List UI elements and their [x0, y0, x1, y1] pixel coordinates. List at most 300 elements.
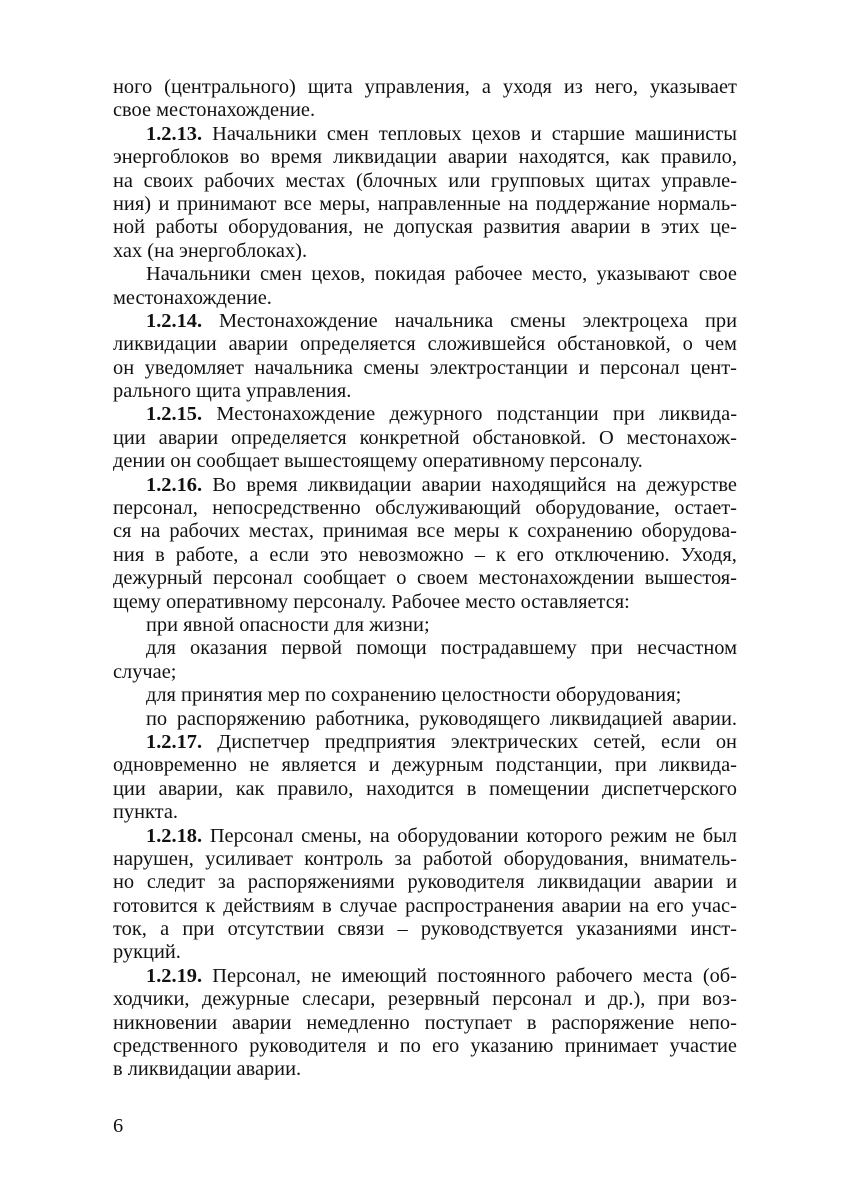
word: оборудова- [641, 520, 737, 543]
text-line [113, 240, 737, 263]
word: – [474, 543, 485, 566]
word: поступает [424, 1011, 513, 1034]
clause-number: 1.2.17. [146, 730, 203, 753]
word: оставляется: [520, 590, 630, 613]
word: предприятия [324, 730, 436, 753]
word: свое [698, 263, 737, 286]
word: смены [510, 309, 566, 332]
word: уведомляет [144, 356, 244, 379]
word: пострадавшему [440, 637, 577, 660]
word: имеющий [341, 964, 427, 987]
word: тепловых [378, 122, 462, 145]
word: и [158, 192, 170, 215]
word: время [270, 146, 322, 169]
text-line [113, 263, 737, 286]
word: в [466, 777, 477, 800]
word: в [322, 894, 332, 917]
text-line [113, 333, 737, 356]
word: ликвидации [307, 473, 412, 496]
word: и [377, 1035, 389, 1058]
word: старшие [551, 122, 625, 145]
word: контроль [304, 847, 384, 870]
word: меры [453, 520, 500, 543]
word: по [304, 684, 332, 707]
word: работе, [175, 543, 239, 566]
word: для [146, 637, 176, 660]
word: покидая [374, 263, 446, 286]
word: принимает [564, 1035, 659, 1058]
word: дежурный [113, 567, 203, 590]
word: отсутствии [227, 918, 325, 941]
word: местонахождение. [113, 286, 272, 309]
text-line [113, 520, 737, 543]
word: Местонахождение [216, 403, 376, 426]
word: время [246, 473, 298, 496]
text-line [113, 123, 737, 146]
word: аварии. [672, 707, 737, 730]
clause-number: 1.2.18. [146, 824, 203, 847]
word: связи [337, 918, 385, 941]
text-line [113, 1012, 737, 1035]
word: мер [267, 684, 305, 707]
word: Во [212, 473, 237, 496]
word: смены [363, 356, 420, 379]
word: при [704, 309, 737, 332]
word: определяется [230, 426, 347, 449]
text-line [113, 848, 737, 871]
word: рабочего [555, 964, 633, 987]
word: усиливает [205, 847, 293, 870]
word: место, [531, 263, 588, 286]
word: правило, [660, 146, 737, 169]
word: местонахождение. [156, 99, 316, 122]
word: является [281, 754, 357, 777]
word: сообщает [303, 567, 386, 590]
word: не [363, 216, 384, 239]
word: аварии [561, 894, 622, 917]
word: начальника [254, 356, 353, 379]
word: аварии [570, 216, 631, 239]
word: смен [326, 122, 369, 145]
word: непосредственно [212, 497, 361, 520]
word: жизни; [369, 613, 430, 636]
word: принимают [176, 192, 277, 215]
text-line [113, 450, 737, 473]
word: средственного [113, 1035, 238, 1058]
word: Местонахождение [218, 309, 378, 332]
text-line [113, 614, 737, 637]
word: др.), [607, 988, 646, 1011]
word: из [563, 76, 583, 98]
word: учас- [691, 894, 737, 917]
word: сетей, [593, 730, 646, 753]
word: Диспетчер [217, 730, 310, 753]
word: непо- [689, 1011, 737, 1034]
word: он [113, 356, 135, 379]
word: щитах [595, 169, 651, 192]
word: ликвидацией [549, 707, 663, 730]
word: не [249, 754, 270, 777]
word: случае; [113, 660, 177, 683]
word: направленные [377, 192, 501, 215]
word: Начальники [146, 263, 251, 286]
word: указывают [596, 263, 690, 286]
text-line [113, 637, 737, 660]
word: ликвидации [537, 871, 642, 894]
word: участие [669, 1035, 737, 1058]
text-line [113, 895, 737, 918]
text-line [113, 474, 737, 497]
word: управле- [661, 169, 737, 192]
word: ликвидации [113, 333, 217, 356]
word: не [675, 824, 695, 847]
clause-number: 1.2.13. [146, 122, 203, 145]
word: аварии [447, 146, 508, 169]
word: аварии [421, 473, 482, 496]
word: отключению. [554, 543, 670, 566]
word: щему [113, 590, 166, 613]
text-line [113, 287, 737, 310]
word: находящийся [491, 473, 607, 496]
text-line [113, 357, 737, 380]
word: ния [113, 543, 145, 566]
word: О [599, 426, 614, 449]
word: своих [143, 169, 194, 192]
word: но [113, 871, 135, 894]
word: дежурного [389, 403, 483, 426]
word: аварии, [158, 777, 224, 800]
word: по [146, 707, 168, 730]
text-line [113, 988, 737, 1011]
word: место [465, 590, 521, 613]
word: в [155, 543, 165, 566]
text-line [113, 497, 737, 520]
word: ликвида- [659, 754, 737, 777]
word: принимая [322, 520, 408, 543]
word: аварии [228, 333, 289, 356]
word: во [240, 146, 260, 169]
word: своем [417, 567, 468, 590]
text-line [113, 708, 737, 731]
word: в [526, 1011, 537, 1034]
word: меры, [319, 192, 371, 215]
text-line [113, 825, 737, 848]
word: рабочих [204, 169, 275, 192]
word: принятия [181, 684, 268, 707]
word: руководящего [419, 707, 541, 730]
word: групповых [490, 169, 585, 192]
word: ся [113, 520, 132, 543]
word: цехов [471, 122, 521, 145]
word: немедленно [306, 1011, 410, 1034]
word: находится [366, 777, 454, 800]
word: этих [660, 216, 700, 239]
word: был [702, 824, 737, 847]
text-line [113, 871, 737, 894]
clause-number: 1.2.15. [146, 403, 203, 426]
word: оборудование, [535, 497, 660, 520]
word: на [508, 192, 529, 215]
word: свое [113, 99, 157, 122]
word: персонал [212, 567, 293, 590]
word: по [399, 1035, 421, 1058]
word: действиям [223, 894, 315, 917]
word: при [182, 918, 215, 941]
word: нормаль- [657, 192, 737, 215]
word: (центрального) [164, 76, 296, 98]
word: места [642, 964, 693, 987]
word: на [628, 894, 649, 917]
word: пункта. [113, 801, 178, 824]
word: аварии [158, 426, 219, 449]
word: допуская [394, 216, 473, 239]
word: аварии. [236, 1058, 302, 1081]
word: конкретной [359, 426, 460, 449]
word: развития [483, 216, 561, 239]
word: аварии [232, 1011, 292, 1034]
word: он [715, 730, 737, 753]
word: помощи [356, 637, 427, 660]
word: (блочных [356, 169, 438, 192]
word: рального [113, 380, 197, 403]
word: Начальники [212, 122, 317, 145]
word: все [416, 520, 445, 543]
word: работой [422, 847, 493, 870]
word: в [640, 216, 651, 239]
word: обслуживающий [375, 497, 521, 520]
word: оказания [190, 637, 268, 660]
word: целостности [441, 684, 556, 707]
word: к [495, 543, 506, 566]
word: электростанции [429, 356, 568, 379]
word: хах [113, 239, 148, 262]
word: ликвидации [333, 146, 437, 169]
word: оборудования; [555, 684, 682, 707]
word: Персонал, [212, 964, 301, 987]
word: его [516, 543, 544, 566]
text-line [113, 427, 737, 450]
word: дении [113, 450, 171, 473]
text-line [113, 941, 737, 964]
word: руководителя [407, 871, 525, 894]
word: подстанции [496, 403, 599, 426]
text-line [113, 918, 737, 941]
word: резервный [387, 988, 480, 1011]
word: энергоблоках). [179, 239, 308, 262]
text-line [113, 754, 737, 777]
word: дежурным [391, 754, 484, 777]
text-line [113, 965, 737, 988]
text-line [113, 380, 737, 403]
word: которого [526, 824, 603, 847]
word: работника, [315, 707, 410, 730]
clause-number: 1.2.19. [146, 964, 203, 987]
word: оборудования, [503, 847, 629, 870]
word: указывает [649, 76, 737, 98]
word: и [726, 871, 737, 894]
word: невозможно [358, 543, 464, 566]
word: распоряжениями [247, 871, 395, 894]
word: на [140, 520, 161, 543]
word: рукций. [113, 941, 181, 964]
word: как [235, 777, 265, 800]
word: поддержание [535, 192, 651, 215]
word: о [682, 333, 693, 356]
word: правило, [277, 777, 354, 800]
word: вышестоящему [284, 450, 423, 473]
word: работы [155, 216, 218, 239]
clause-number: 1.2.16. [146, 473, 203, 496]
word: дежурстве [646, 473, 737, 496]
word: ток, [113, 918, 147, 941]
word: вниматель- [639, 847, 737, 870]
text-line [113, 310, 737, 333]
word: оперативному [165, 590, 294, 613]
word: его [432, 1035, 460, 1058]
word: а [160, 918, 170, 941]
word: машинисты [634, 122, 737, 145]
word: ликвидации [127, 1058, 237, 1081]
word: персонал [600, 356, 680, 379]
word: электроцеха [582, 309, 689, 332]
text-line [113, 1058, 737, 1081]
word: щита [307, 76, 353, 98]
text-line [113, 216, 737, 239]
word: вышестоя- [644, 567, 737, 590]
text-line [113, 684, 737, 707]
text-line [113, 661, 737, 684]
word: за [217, 871, 235, 894]
word: к [205, 894, 216, 917]
word: помещении [489, 777, 590, 800]
text-line [113, 403, 737, 426]
word: рабочее [454, 263, 523, 286]
word: указанию [470, 1035, 554, 1058]
word: цент- [690, 356, 737, 379]
word: при [657, 988, 690, 1011]
text-line [113, 193, 737, 216]
word: распоряжение [551, 1011, 675, 1034]
text-line [113, 801, 737, 824]
word: находятся, [518, 146, 610, 169]
word: сообщает [196, 450, 285, 473]
word: как [621, 146, 650, 169]
word: это [320, 543, 348, 566]
word: определяется [299, 333, 416, 356]
word: смен [259, 263, 302, 286]
word: если [660, 730, 701, 753]
word: а [481, 76, 491, 98]
word: если [269, 543, 310, 566]
word: Рабочее [391, 590, 466, 613]
word: руководствуется [420, 918, 563, 941]
word: подстанции, [495, 754, 603, 777]
word: распоряжению [176, 707, 306, 730]
text-line [113, 1035, 737, 1058]
word: и [530, 122, 542, 145]
word: оперативному [422, 450, 550, 473]
word: при [146, 613, 184, 636]
word: на [113, 169, 133, 192]
word: никновении [113, 1011, 218, 1034]
word: Уходя, [680, 543, 737, 566]
word: щита [196, 380, 247, 403]
word: на [616, 473, 637, 496]
word: опасности [239, 613, 335, 636]
word: первой [281, 637, 343, 660]
text-line [113, 731, 737, 754]
page-body [113, 76, 737, 1082]
text-line [113, 591, 737, 614]
word: для [334, 613, 370, 636]
clause-number: 1.2.14. [146, 309, 203, 332]
word: остает- [674, 497, 737, 520]
word: слесари, [302, 988, 376, 1011]
text-line [113, 567, 737, 590]
word: персоналу. [549, 450, 643, 473]
word: руководителя [249, 1035, 367, 1058]
word: местах [285, 169, 346, 192]
word: аварии [653, 871, 714, 894]
word: явной [183, 613, 240, 636]
word: персонал, [113, 497, 198, 520]
text-line [113, 544, 737, 567]
word: местонахождении [478, 567, 635, 590]
word: несчастном [636, 637, 737, 660]
text-line [113, 76, 737, 99]
word: на [369, 824, 390, 847]
word: це- [710, 216, 737, 239]
word: персоналу. [293, 590, 392, 613]
word: ного [113, 76, 153, 98]
word: все [283, 192, 312, 215]
word: начальника [394, 309, 494, 332]
word: и [368, 754, 380, 777]
word: при [612, 403, 645, 426]
word: воз- [702, 988, 737, 1011]
word: персонал [492, 988, 572, 1011]
word: а [249, 543, 259, 566]
word: ходчики, [113, 988, 190, 1011]
word: Персонал [209, 824, 294, 847]
word: постоянного [437, 964, 546, 987]
text-line [113, 146, 737, 169]
word: случае [339, 894, 398, 917]
word: к [508, 520, 519, 543]
word: энергоблоков [113, 146, 229, 169]
word: (на [147, 239, 180, 262]
word: управления, [364, 76, 470, 98]
word: дежурные [201, 988, 290, 1011]
word: о [396, 567, 407, 590]
word: ликвида- [659, 403, 737, 426]
word: он [170, 450, 197, 473]
word: следит [146, 871, 206, 894]
word: рабочих [169, 520, 240, 543]
word: диспетчерского [602, 777, 737, 800]
word: нарушен, [113, 847, 194, 870]
word: при [590, 637, 623, 660]
text-line [113, 99, 737, 122]
word: уходя [502, 76, 552, 98]
page-number: 6 [113, 1115, 124, 1137]
word: за [394, 847, 412, 870]
word: при [614, 754, 647, 777]
word: ции [113, 777, 146, 800]
word: оборудования, [228, 216, 354, 239]
word: или [448, 169, 481, 192]
word: оборудовании [397, 824, 519, 847]
